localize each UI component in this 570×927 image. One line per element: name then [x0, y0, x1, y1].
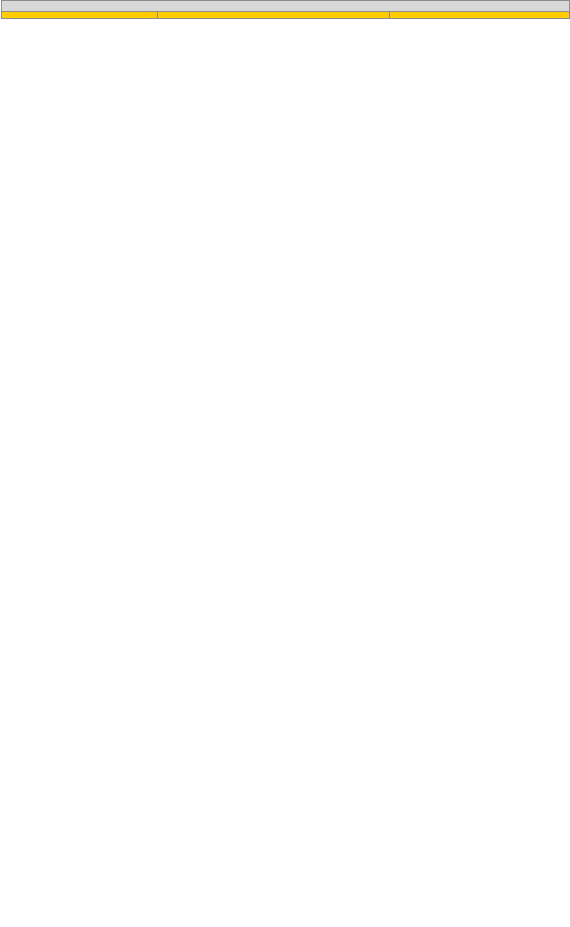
header-destinations [158, 12, 390, 19]
service-adjustments-table [1, 0, 570, 19]
section-title [2, 1, 570, 12]
header-adjustments [390, 12, 570, 19]
column-header-row [2, 12, 570, 19]
header-origines [2, 12, 158, 19]
section-row [2, 1, 570, 12]
